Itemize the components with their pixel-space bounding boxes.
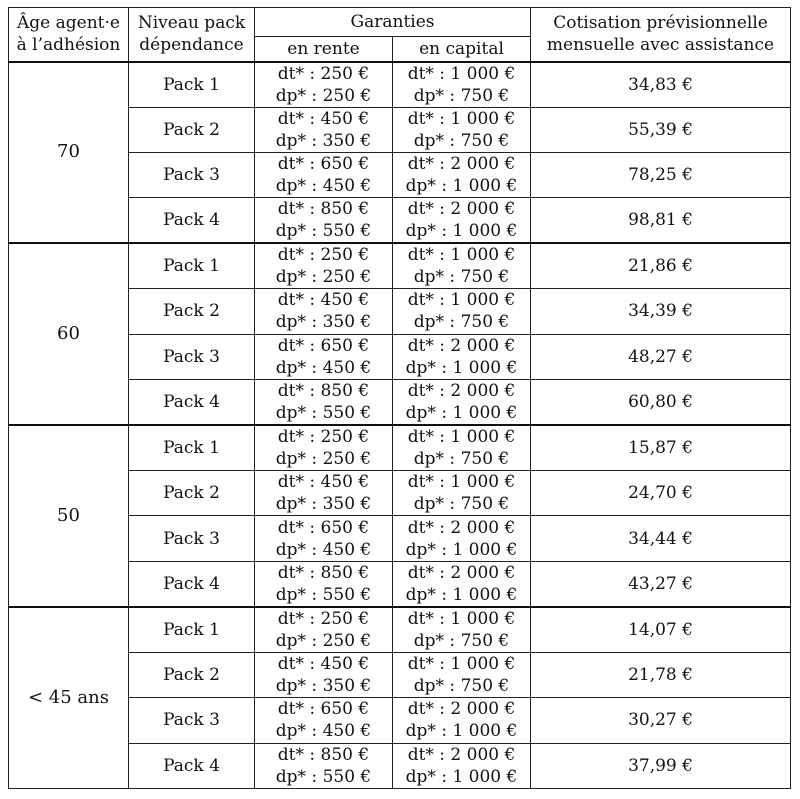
rente-cell <box>255 289 393 334</box>
capital-dp-value: dp* : 1 000 € <box>405 221 518 242</box>
capital-cell <box>393 698 531 743</box>
rente-dt-value: dt* : 850 € <box>277 562 370 583</box>
capital-cell <box>393 334 531 379</box>
rente-dp-value: dp* : 250 € <box>275 267 372 288</box>
capital-cell <box>393 607 531 653</box>
cotisation-cell: 55,39 € <box>531 107 791 152</box>
header-cotisation-line-2: mensuelle avec assistance <box>546 35 775 56</box>
rente-cell <box>255 652 393 697</box>
pack-cell: Pack 4 <box>129 561 255 607</box>
capital-cell <box>393 152 531 197</box>
cotisation-cell: 48,27 € <box>531 334 791 379</box>
capital-dt-value: dt* : 2 000 € <box>407 744 516 765</box>
capital-dt-value: dt* : 2 000 € <box>407 699 516 720</box>
capital-dp-value: dp* : 750 € <box>413 267 510 288</box>
capital-cell <box>393 743 531 788</box>
capital-dt-value: dt* : 2 000 € <box>407 199 516 220</box>
table-body <box>9 62 791 789</box>
header-pack <box>129 8 255 62</box>
capital-dt-value: dt* : 1 000 € <box>407 654 516 675</box>
rente-dt-value: dt* : 850 € <box>277 381 370 402</box>
pack-cell: Pack 2 <box>129 289 255 334</box>
cotisation-cell: 15,87 € <box>531 425 791 471</box>
rente-dp-value: dp* : 550 € <box>275 403 372 424</box>
pack-cell: Pack 3 <box>129 698 255 743</box>
capital-dp-value: dp* : 750 € <box>413 312 510 333</box>
rente-cell <box>255 243 393 289</box>
capital-dt-value: dt* : 2 000 € <box>407 154 516 175</box>
capital-dp-value: dp* : 1 000 € <box>405 721 518 742</box>
rente-cell <box>255 743 393 788</box>
rente-cell <box>255 561 393 607</box>
header-age <box>9 8 129 62</box>
capital-dp-value: dp* : 750 € <box>413 676 510 697</box>
capital-cell <box>393 380 531 426</box>
pack-cell: Pack 3 <box>129 152 255 197</box>
capital-dt-value: dt* : 1 000 € <box>407 245 516 266</box>
rente-dt-value: dt* : 650 € <box>277 154 370 175</box>
rente-dt-value: dt* : 850 € <box>277 744 370 765</box>
rente-cell <box>255 62 393 108</box>
cotisation-cell: 34,39 € <box>531 289 791 334</box>
rente-dp-value: dp* : 250 € <box>275 449 372 470</box>
rente-dp-value: dp* : 350 € <box>275 130 372 151</box>
pack-cell: Pack 4 <box>129 198 255 244</box>
capital-dt-value: dt* : 2 000 € <box>407 562 516 583</box>
rente-cell <box>255 198 393 244</box>
rente-cell <box>255 471 393 516</box>
pack-cell: Pack 3 <box>129 334 255 379</box>
rente-dp-value: dp* : 250 € <box>275 85 372 106</box>
rente-dp-value: dp* : 450 € <box>275 539 372 560</box>
capital-cell <box>393 243 531 289</box>
capital-dp-value: dp* : 1 000 € <box>405 176 518 197</box>
capital-cell <box>393 471 531 516</box>
header-pack-line-1: Niveau pack <box>137 13 246 34</box>
cotisation-cell: 98,81 € <box>531 198 791 244</box>
rente-dt-value: dt* : 250 € <box>277 427 370 448</box>
rente-dp-value: dp* : 450 € <box>275 176 372 197</box>
capital-dt-value: dt* : 2 000 € <box>407 335 516 356</box>
rente-dt-value: dt* : 250 € <box>277 608 370 629</box>
capital-cell <box>393 561 531 607</box>
pricing-table <box>8 7 791 789</box>
rente-cell <box>255 425 393 471</box>
pack-cell: Pack 2 <box>129 107 255 152</box>
capital-cell <box>393 62 531 108</box>
pack-cell: Pack 2 <box>129 652 255 697</box>
header-rente: en rente <box>255 37 393 62</box>
rente-dp-value: dp* : 550 € <box>275 584 372 605</box>
capital-dp-value: dp* : 750 € <box>413 630 510 651</box>
rente-cell <box>255 380 393 426</box>
cotisation-cell: 30,27 € <box>531 698 791 743</box>
rente-dt-value: dt* : 650 € <box>277 699 370 720</box>
cotisation-cell: 78,25 € <box>531 152 791 197</box>
rente-cell <box>255 334 393 379</box>
table-row <box>9 243 791 289</box>
capital-dt-value: dt* : 1 000 € <box>407 63 516 84</box>
cotisation-cell: 14,07 € <box>531 607 791 653</box>
rente-dt-value: dt* : 250 € <box>277 63 370 84</box>
capital-dp-value: dp* : 750 € <box>413 494 510 515</box>
pack-cell: Pack 4 <box>129 743 255 788</box>
pack-cell: Pack 3 <box>129 516 255 561</box>
capital-dt-value: dt* : 2 000 € <box>407 381 516 402</box>
capital-cell <box>393 425 531 471</box>
cotisation-cell: 37,99 € <box>531 743 791 788</box>
pack-cell: Pack 1 <box>129 425 255 471</box>
table-row <box>9 62 791 108</box>
age-cell: < 45 ans <box>9 607 129 789</box>
capital-dp-value: dp* : 1 000 € <box>405 584 518 605</box>
header-age-line-1: Âge agent·e <box>17 13 120 34</box>
capital-cell <box>393 198 531 244</box>
capital-dp-value: dp* : 1 000 € <box>405 766 518 787</box>
pack-cell: Pack 2 <box>129 471 255 516</box>
cotisation-cell: 24,70 € <box>531 471 791 516</box>
header-pack-line-2: dépendance <box>139 35 244 56</box>
rente-dp-value: dp* : 350 € <box>275 494 372 515</box>
capital-dp-value: dp* : 750 € <box>413 449 510 470</box>
capital-dt-value: dt* : 1 000 € <box>407 608 516 629</box>
capital-cell <box>393 652 531 697</box>
rente-cell <box>255 607 393 653</box>
pack-cell: Pack 1 <box>129 607 255 653</box>
rente-dt-value: dt* : 650 € <box>277 335 370 356</box>
table-row <box>9 425 791 471</box>
age-cell: 60 <box>9 243 129 425</box>
table-header <box>9 8 791 62</box>
header-cotisation-line-1: Cotisation prévisionnelle <box>553 13 768 34</box>
header-garanties: Garanties <box>255 8 531 37</box>
capital-cell <box>393 289 531 334</box>
rente-dt-value: dt* : 450 € <box>277 654 370 675</box>
capital-dt-value: dt* : 1 000 € <box>407 108 516 129</box>
rente-cell <box>255 107 393 152</box>
header-age-line-2: à l’adhésion <box>16 35 121 56</box>
capital-dp-value: dp* : 1 000 € <box>405 357 518 378</box>
rente-dt-value: dt* : 250 € <box>277 245 370 266</box>
capital-dt-value: dt* : 1 000 € <box>407 290 516 311</box>
rente-dt-value: dt* : 650 € <box>277 517 370 538</box>
capital-dp-value: dp* : 1 000 € <box>405 403 518 424</box>
cotisation-cell: 60,80 € <box>531 380 791 426</box>
header-capital: en capital <box>393 37 531 62</box>
rente-dp-value: dp* : 450 € <box>275 357 372 378</box>
age-cell: 50 <box>9 425 129 607</box>
rente-dt-value: dt* : 450 € <box>277 108 370 129</box>
capital-cell <box>393 107 531 152</box>
rente-dp-value: dp* : 350 € <box>275 676 372 697</box>
rente-dp-value: dp* : 250 € <box>275 630 372 651</box>
rente-dp-value: dp* : 550 € <box>275 221 372 242</box>
capital-dt-value: dt* : 1 000 € <box>407 472 516 493</box>
capital-dt-value: dt* : 2 000 € <box>407 517 516 538</box>
cotisation-cell: 21,78 € <box>531 652 791 697</box>
capital-dp-value: dp* : 750 € <box>413 130 510 151</box>
capital-dt-value: dt* : 1 000 € <box>407 427 516 448</box>
capital-dp-value: dp* : 1 000 € <box>405 539 518 560</box>
rente-cell <box>255 516 393 561</box>
cotisation-cell: 21,86 € <box>531 243 791 289</box>
rente-dp-value: dp* : 450 € <box>275 721 372 742</box>
rente-dt-value: dt* : 450 € <box>277 472 370 493</box>
cotisation-cell: 43,27 € <box>531 561 791 607</box>
cotisation-cell: 34,44 € <box>531 516 791 561</box>
cotisation-cell: 34,83 € <box>531 62 791 108</box>
rente-cell <box>255 152 393 197</box>
rente-dp-value: dp* : 350 € <box>275 312 372 333</box>
rente-cell <box>255 698 393 743</box>
capital-dp-value: dp* : 750 € <box>413 85 510 106</box>
header-cotisation <box>531 8 791 62</box>
pack-cell: Pack 1 <box>129 62 255 108</box>
rente-dp-value: dp* : 550 € <box>275 766 372 787</box>
pack-cell: Pack 4 <box>129 380 255 426</box>
table-row <box>9 607 791 653</box>
rente-dt-value: dt* : 850 € <box>277 199 370 220</box>
pack-cell: Pack 1 <box>129 243 255 289</box>
age-cell: 70 <box>9 62 129 244</box>
capital-cell <box>393 516 531 561</box>
rente-dt-value: dt* : 450 € <box>277 290 370 311</box>
